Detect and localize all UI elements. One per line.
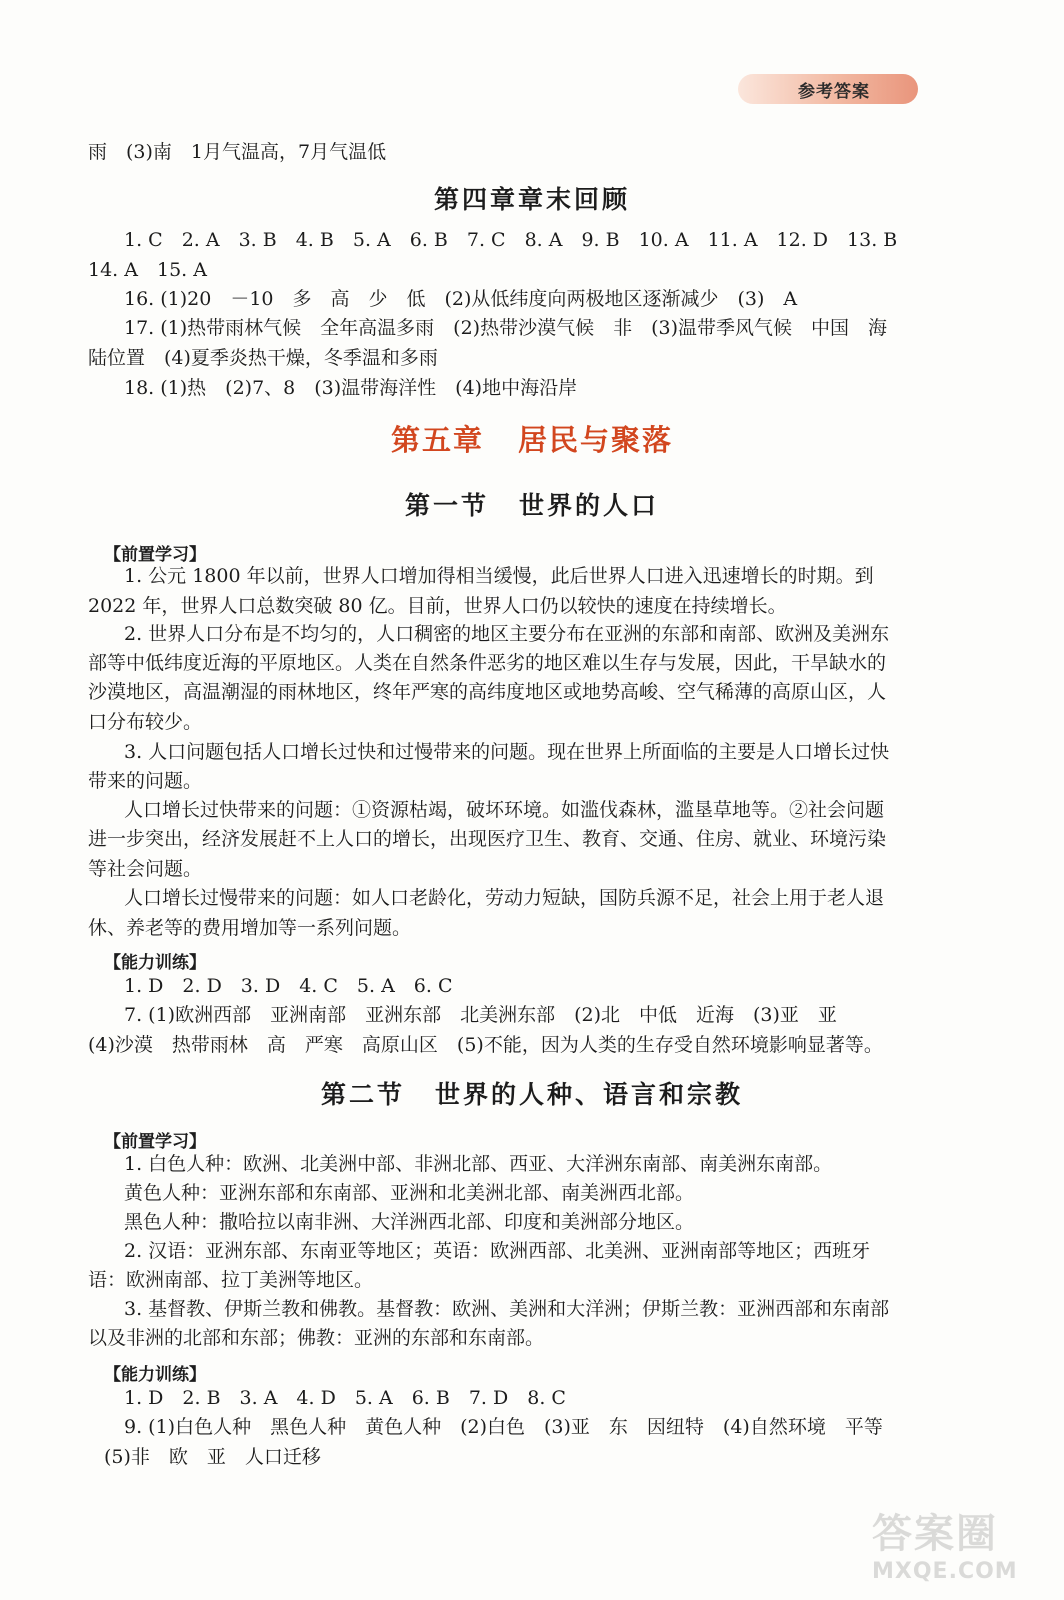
section1-train-line: 1. D 2. D 3. D 4. C 5. A 6. C <box>124 975 453 997</box>
section1-train-line: (4)沙漠 热带雨林 高 严寒 高原山区 (5)不能，因为人类的生存受自然环境影响显著等。 <box>88 1034 883 1056</box>
section2-pre-line: 3. 基督教、伊斯兰教和佛教。基督教：欧洲、美洲和大洋洲；伊斯兰教：亚洲西部和东南部 <box>124 1298 890 1320</box>
section2-name: 世界的人种、语言和宗教 <box>435 1080 744 1109</box>
section1-pre-line: 等社会问题。 <box>88 858 203 880</box>
section1-pre-line: 部等中低纬度近海的平原地区。人类在自然条件恶劣的地区难以生存与发展，因此，干旱缺水的 <box>88 652 887 674</box>
section2-pre-line: 1. 白色人种：欧洲、北美洲中部、非洲北部、西亚、大洋洲东南部、南美洲东南部。 <box>124 1153 833 1175</box>
review-line: 陆位置 (4)夏季炎热干燥，冬季温和多雨 <box>88 347 438 369</box>
chapter5-number: 第五章 <box>390 423 484 457</box>
section1-train-line: 7. (1)欧洲西部 亚洲南部 亚洲东部 北美洲东部 (2)北 中低 近海 (3)亚 亚 <box>124 1004 837 1026</box>
review-line: 17. (1)热带雨林气候 全年高温多雨 (2)热带沙漠气候 非 (3)温带季风气候 中国 海 <box>124 317 887 339</box>
section1-pre-line: 3. 人口问题包括人口增长过快和过慢带来的问题。现在世界上所面临的主要是人口增长过快 <box>124 741 890 763</box>
section2-train-line: 9. (1)白色人种 黑色人种 黄色人种 (2)白色 (3)亚 东 因纽特 (4)自然环境 平等 <box>124 1416 883 1438</box>
section2-train-heading: 【能力训练】 <box>104 1365 206 1385</box>
section1-pre-line: 休、养老等的费用增加等一系列问题。 <box>88 917 412 939</box>
section2-pre-line: 黄色人种：亚洲东部和东南部、亚洲和北美洲北部、南美洲西北部。 <box>124 1182 695 1204</box>
section1-pre-line: 2. 世界人口分布是不均匀的，人口稠密的地区主要分布在亚洲的东部和南部、欧洲及美洲东 <box>124 623 890 645</box>
section2-number: 第二节 <box>320 1080 405 1109</box>
section1-title <box>0 486 1064 522</box>
section2-train-line: (5)非 欧 亚 人口迁移 <box>104 1446 321 1468</box>
chapter5-name: 居民与聚落 <box>518 423 674 457</box>
watermark-url: MXQE.COM <box>872 1559 1018 1584</box>
review-line: 1. C 2. A 3. B 4. B 5. A 6. B 7. C 8. A 9. B 10. A 11. A 12. D 13. B <box>124 229 898 251</box>
section2-pre-line: 语：欧洲南部、拉丁美洲等地区。 <box>88 1269 374 1291</box>
section1-train-heading: 【能力训练】 <box>104 953 206 973</box>
site-watermark <box>872 1502 1032 1592</box>
watermark-logo-text: 答案圈 <box>872 1511 998 1557</box>
section1-pre-line: 1. 公元 1800 年以前，世界人口增加得相当缓慢，此后世界人口进入迅速增长的时期。到 <box>124 565 874 587</box>
section1-pre-line: 2022 年，世界人口总数突破 80 亿。目前，世界人口仍以较快的速度在持续增长。 <box>88 595 787 617</box>
section1-pre-line: 人口增长过慢带来的问题：如人口老龄化，劳动力短缺，国防兵源不足，社会上用于老人退 <box>124 887 885 909</box>
section1-pre-line: 沙漠地区，高温潮湿的雨林地区，终年严寒的高纬度地区或地势高峻、空气稀薄的高原山区，人 <box>88 681 887 703</box>
review-line: 16. (1)20 －10 多 高 少 低 (2)从低纬度向两极地区逐渐减少 (3) A <box>124 288 798 310</box>
chapter5-heading <box>0 418 1064 459</box>
section1-pre-line: 人口增长过快带来的问题：①资源枯竭，破坏环境。如滥伐森林，滥垦草地等。②社会问题 <box>124 799 885 821</box>
section2-pre-line: 黑色人种：撒哈拉以南非洲、大洋洲西北部、印度和美洲部分地区。 <box>124 1211 695 1233</box>
section1-pre-line: 进一步突出，经济发展赶不上人口的增长，出现医疗卫生、教育、交通、住房、就业、环境污染 <box>88 828 887 850</box>
answer-key-label: 参考答案 <box>798 81 870 102</box>
answer-key-tab <box>738 74 918 104</box>
section1-pre-line: 口分布较少。 <box>88 711 203 733</box>
section2-pre-line: 以及非洲的北部和东部；佛教：亚洲的东部和东南部。 <box>88 1327 545 1349</box>
chapter4-tail-line: 雨 (3)南 1月气温高，7月气温低 <box>88 141 387 163</box>
section1-number: 第一节 <box>404 491 489 520</box>
section1-name: 世界的人口 <box>519 491 660 520</box>
chapter4-review-title: 第四章章末回顾 <box>433 185 630 214</box>
section2-pre-heading: 【前置学习】 <box>104 1132 206 1152</box>
section1-pre-heading: 【前置学习】 <box>104 545 206 565</box>
section1-pre-line: 带来的问题。 <box>88 770 203 792</box>
section2-train-line: 1. D 2. B 3. A 4. D 5. A 6. B 7. D 8. C <box>124 1387 566 1409</box>
section2-pre-line: 2. 汉语：亚洲东部、东南亚等地区；英语：欧洲西部、北美洲、亚洲南部等地区；西班牙 <box>124 1240 871 1262</box>
review-line: 18. (1)热 (2)7、8 (3)温带海洋性 (4)地中海沿岸 <box>124 377 578 399</box>
section2-title <box>0 1075 1064 1111</box>
review-line: 14. A 15. A <box>88 259 207 281</box>
